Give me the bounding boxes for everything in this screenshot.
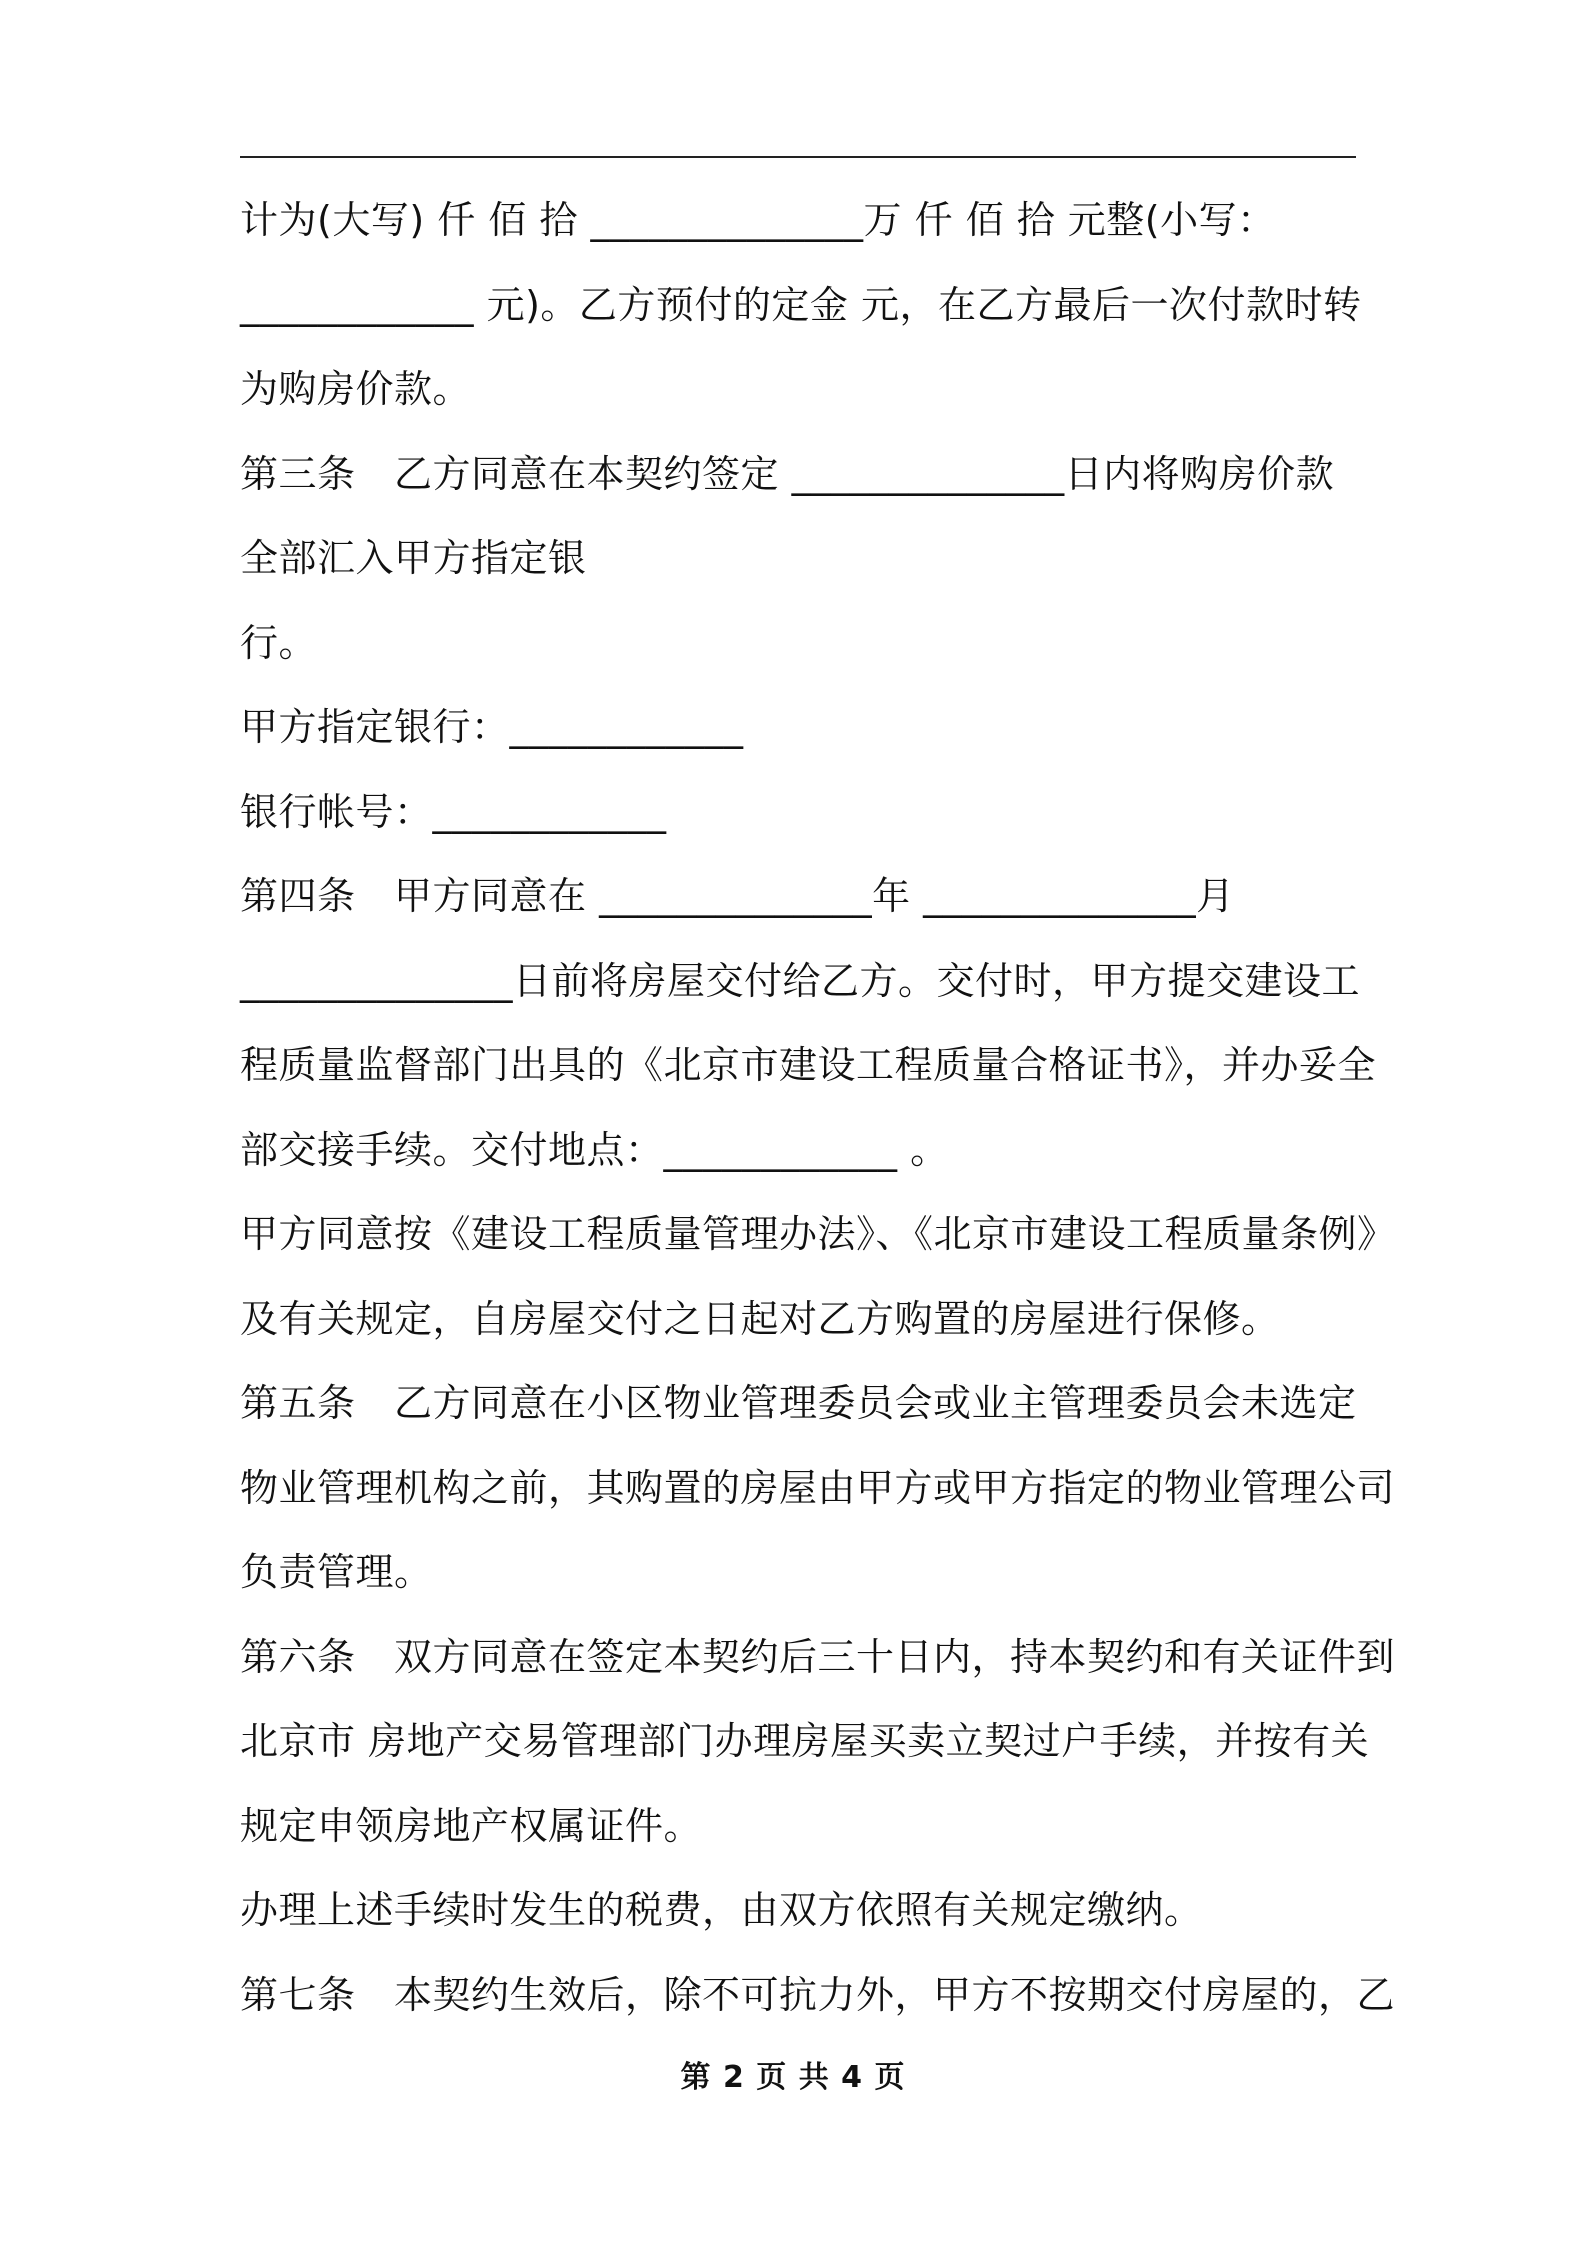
text-line: 第七条 本契约生效后，除不可抗力外，甲方不按期交付房屋的，乙 (240, 1972, 1396, 2017)
text-line: 银行帐号：____________ (240, 789, 667, 834)
document-body (240, 190, 1396, 2049)
text-line: 为购房价款。 (240, 367, 472, 411)
text-line: 及有关规定，自房屋交付之日起对乙方购置的房屋进行保修。 (240, 1296, 1280, 1341)
text-line: 第四条 甲方同意在 ______________年 ______________月 (240, 874, 1235, 918)
text-line: 全部汇入甲方指定银 (240, 536, 587, 580)
text-line: ____________ 元)。乙方预付的定金 元，在乙方最后一次付款时转 (240, 282, 1362, 327)
text-line: 甲方指定银行：____________ (240, 705, 744, 749)
page-number-footer: 第 2 页 共 4 页 (680, 2060, 906, 2095)
text-line: 计为(大写) 仟 佰 拾 ______________万 仟 佰 拾 元整(小写： (240, 198, 1276, 242)
text-line: ______________日前将房屋交付给乙方。交付时，甲方提交建设工 (240, 958, 1361, 1003)
text-line: 行。 (240, 620, 318, 665)
text-line: 第五条 乙方同意在小区物业管理委员会或业主管理委员会未选定 (240, 1381, 1357, 1425)
text-line: 负责管理。 (240, 1550, 433, 1594)
text-line: 物业管理机构之前，其购置的房屋由甲方或甲方指定的物业管理公司 (240, 1465, 1396, 1510)
text-line: 办理上述手续时发生的税费，由双方依照有关规定缴纳。 (240, 1888, 1203, 1932)
text-line: 第六条 双方同意在签定本契约后三十日内，持本契约和有关证件到 (240, 1634, 1396, 1679)
text-line: 甲方同意按《建设工程质量管理办法》、《北京市建设工程质量条例》 (240, 1212, 1396, 1256)
text-line: 规定申领房地产权属证件。 (240, 1803, 703, 1848)
header-rule (240, 156, 1356, 158)
text-line: 第三条 乙方同意在本契约签定 ______________日内将购房价款 (240, 451, 1335, 496)
text-line: 程质量监督部门出具的《北京市建设工程质量合格证书》，并办妥全 (240, 1043, 1377, 1087)
text-line: 部交接手续。交付地点：____________ 。 (240, 1127, 949, 1172)
text-line: 北京市 房地产交易管理部门办理房屋买卖立契过户手续，并按有关 (240, 1719, 1370, 1763)
